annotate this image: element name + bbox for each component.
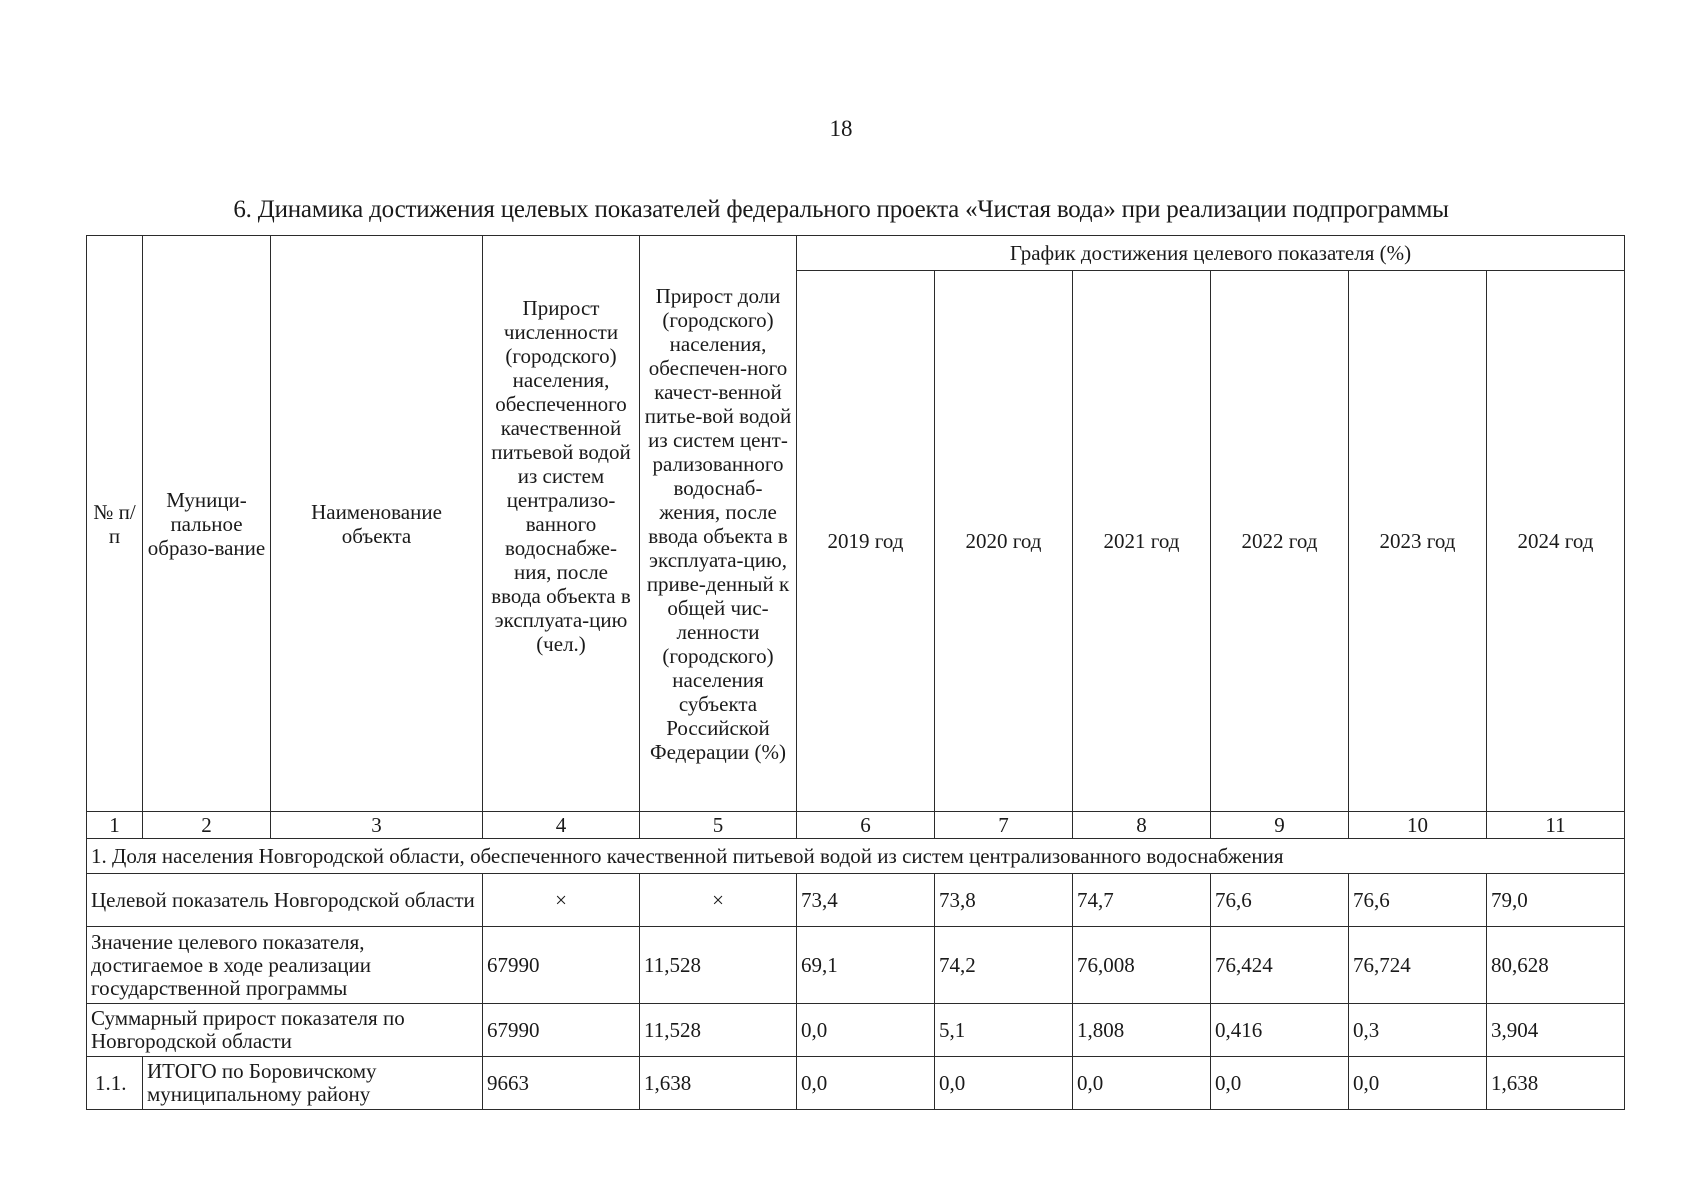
- subtotal-label: ИТОГО по Боровичскому муниципальному району: [143, 1057, 483, 1110]
- row-value-2023: 0,3: [1349, 1004, 1487, 1057]
- table-row: [87, 927, 1625, 1004]
- row-share-growth: 11,528: [640, 1004, 797, 1057]
- row-value-2021: 76,008: [1073, 927, 1211, 1004]
- header-population-growth: Прирост численности (городского) населения, обеспеченного качественной питьевой водой из систем централизо-ванного водоснабже-ния, после ввода объекта в эксплуата-цию (чел.): [483, 236, 640, 812]
- subtotal-value-2023: 0,0: [1349, 1057, 1487, 1110]
- section-title: 1. Доля населения Новгородской области, обеспеченного качественной питьевой водой из систем централизованного водоснабжения: [87, 839, 1625, 874]
- column-number: 7: [935, 812, 1073, 839]
- column-number: 3: [271, 812, 483, 839]
- row-label: Значение целевого показателя, достигаемое в ходе реализации государственной программы: [87, 927, 483, 1004]
- subtotal-share-growth: 1,638: [640, 1057, 797, 1110]
- row-value-2019: 73,4: [797, 874, 935, 927]
- row-share-growth: 11,528: [640, 927, 797, 1004]
- row-value-2020: 73,8: [935, 874, 1073, 927]
- row-value-2022: 76,424: [1211, 927, 1349, 1004]
- row-population-growth: ×: [483, 874, 640, 927]
- table-row: [87, 1004, 1625, 1057]
- header-year-2024: 2024 год: [1487, 271, 1625, 812]
- header-municipality: Муници-пальное образо-вание: [143, 236, 271, 812]
- row-value-2024: 79,0: [1487, 874, 1625, 927]
- subtotal-population-growth: 9663: [483, 1057, 640, 1110]
- header-year-2019: 2019 год: [797, 271, 935, 812]
- column-number: 6: [797, 812, 935, 839]
- indicators-table: [86, 235, 1625, 1110]
- row-label: Суммарный прирост показателя по Новгородской области: [87, 1004, 483, 1057]
- column-number: 8: [1073, 812, 1211, 839]
- column-numbers-row: [87, 812, 1625, 839]
- document-title: 6. Динамика достижения целевых показателей федерального проекта «Чистая вода» при реализации подпрограммы: [233, 196, 1449, 223]
- header-object: Наименование объекта: [271, 236, 483, 812]
- header-year-2023: 2023 год: [1349, 271, 1487, 812]
- subtotal-row: [87, 1057, 1625, 1110]
- row-value-2022: 76,6: [1211, 874, 1349, 927]
- column-number: 4: [483, 812, 640, 839]
- row-value-2023: 76,6: [1349, 874, 1487, 927]
- row-value-2023: 76,724: [1349, 927, 1487, 1004]
- column-number: 2: [143, 812, 271, 839]
- column-number: 11: [1487, 812, 1625, 839]
- row-value-2019: 0,0: [797, 1004, 935, 1057]
- row-value-2020: 74,2: [935, 927, 1073, 1004]
- row-share-growth: ×: [640, 874, 797, 927]
- subtotal-value-2021: 0,0: [1073, 1057, 1211, 1110]
- column-number: 5: [640, 812, 797, 839]
- row-value-2020: 5,1: [935, 1004, 1073, 1057]
- subtotal-number: 1.1.: [87, 1057, 143, 1110]
- header-schedule: График достижения целевого показателя (%): [797, 236, 1625, 271]
- header-year-2022: 2022 год: [1211, 271, 1349, 812]
- header-no: № п/п: [87, 236, 143, 812]
- row-value-2019: 69,1: [797, 927, 935, 1004]
- table-row: [87, 874, 1625, 927]
- page-number: 18: [829, 116, 853, 141]
- header-year-2021: 2021 год: [1073, 271, 1211, 812]
- row-population-growth: 67990: [483, 1004, 640, 1057]
- row-value-2022: 0,416: [1211, 1004, 1349, 1057]
- row-label: Целевой показатель Новгородской области: [87, 874, 483, 927]
- row-value-2024: 80,628: [1487, 927, 1625, 1004]
- header-row-1: [87, 236, 1625, 271]
- section-row: [87, 839, 1625, 874]
- row-value-2021: 74,7: [1073, 874, 1211, 927]
- header-share-growth: Прирост доли (городского) населения, обеспечен-ного качест-венной питье-вой водой из систем цент-рализованного водоснаб-жения, после ввода объекта в эксплуата-цию, приве-денный к общей чис-ленности (городского) населения субъекта Российской Федерации (%): [640, 236, 797, 812]
- subtotal-value-2024: 1,638: [1487, 1057, 1625, 1110]
- row-value-2024: 3,904: [1487, 1004, 1625, 1057]
- subtotal-value-2019: 0,0: [797, 1057, 935, 1110]
- header-year-2020: 2020 год: [935, 271, 1073, 812]
- column-number: 9: [1211, 812, 1349, 839]
- row-population-growth: 67990: [483, 927, 640, 1004]
- column-number: 10: [1349, 812, 1487, 839]
- subtotal-value-2022: 0,0: [1211, 1057, 1349, 1110]
- column-number: 1: [87, 812, 143, 839]
- row-value-2021: 1,808: [1073, 1004, 1211, 1057]
- subtotal-value-2020: 0,0: [935, 1057, 1073, 1110]
